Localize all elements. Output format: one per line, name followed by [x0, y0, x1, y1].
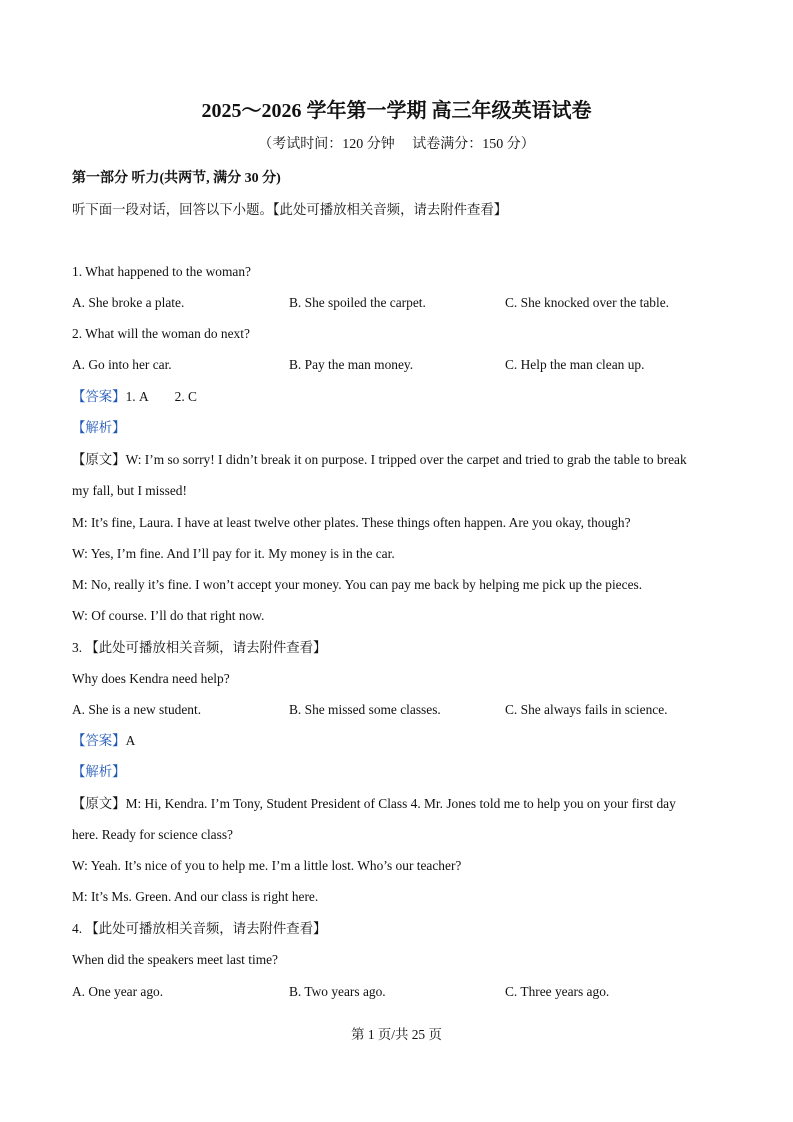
question-1-option-c: C. She knocked over the table.: [505, 295, 669, 310]
part-heading: 第一部分 听力(共两节, 满分 30 分): [72, 171, 281, 186]
answer-tag: 【答案】: [72, 389, 126, 404]
answer-text: 1. A 2. C: [125, 389, 197, 404]
analysis-tag: 【解析】: [72, 764, 126, 779]
question-4-option-a: A. One year ago.: [72, 984, 164, 999]
answer-text: A: [125, 733, 136, 748]
question-3-option-c: C. She always fails in science.: [505, 702, 668, 717]
transcript-1-line-5: M: No, really it’s fine. I won’t accept your money. You can pay me back by helping me pick up the pieces.: [72, 577, 643, 592]
transcript-1-line-6: W: Of course. I’ll do that right now.: [72, 608, 265, 623]
transcript-2-line-2: here. Ready for science class?: [72, 827, 233, 842]
question-4-stem: When did the speakers meet last time?: [72, 952, 278, 967]
answer-line-2: [72, 732, 135, 750]
transcript-1-line-2: my fall, but I missed!: [72, 483, 187, 498]
transcript-1-line-4: W: Yes, I’m fine. And I’ll pay for it. My money is in the car.: [72, 546, 395, 561]
transcript-2-line-3: W: Yeah. It’s nice of you to help me. I’m a little lost. Who’s our teacher?: [72, 858, 462, 873]
question-1-option-b: B. She spoiled the carpet.: [289, 295, 426, 310]
exam-title: 2025～2026 学年第一学期 高三年级英语试卷: [201, 100, 592, 122]
question-2-stem: 2. What will the woman do next?: [72, 326, 250, 341]
question-3-number: 3. 【此处可播放相关音频，请去附件查看】: [72, 640, 327, 655]
transcript-2-line-4: M: It’s Ms. Green. And our class is right here.: [72, 889, 319, 904]
analysis-tag: 【解析】: [72, 420, 126, 435]
question-2-option-c: C. Help the man clean up.: [505, 357, 645, 372]
transcript-text: W: I’m so sorry! I didn’t break it on purpose. I tripped over the carpet and tried to grab the table to break: [125, 452, 687, 467]
exam-subtitle: （考试时间：120 分钟 试卷满分：150 分）: [258, 137, 535, 152]
question-3-stem: Why does Kendra need help?: [72, 671, 230, 686]
question-1-option-a: A. She broke a plate.: [72, 295, 185, 310]
answer-line-1: [72, 388, 197, 406]
transcript-text: M: Hi, Kendra. I’m Tony, Student President of Class 4. Mr. Jones told me to help you on your first day: [125, 796, 676, 811]
question-2-option-a: A. Go into her car.: [72, 357, 172, 372]
page-footer: 第 1 页/共 25 页: [351, 1027, 442, 1042]
transcript-tag: 【原文】: [72, 796, 126, 811]
transcript-1-line-3: M: It’s fine, Laura. I have at least twelve other plates. These things often happen. Are you okay, though?: [72, 515, 631, 530]
answer-tag: 【答案】: [72, 733, 126, 748]
question-4-option-b: B. Two years ago.: [289, 984, 386, 999]
question-3-option-a: A. She is a new student.: [72, 702, 202, 717]
listening-instruction: 听下面一段对话，回答以下小题。【此处可播放相关音频，请去附件查看】: [72, 202, 508, 217]
question-1-stem: 1. What happened to the woman?: [72, 264, 251, 279]
question-2-option-b: B. Pay the man money.: [289, 357, 414, 372]
transcript-1-line-1: [72, 451, 687, 469]
question-3-option-b: B. She missed some classes.: [289, 702, 441, 717]
question-4-option-c: C. Three years ago.: [505, 984, 610, 999]
question-4-number: 4. 【此处可播放相关音频，请去附件查看】: [72, 921, 327, 936]
transcript-2-line-1: [72, 795, 676, 813]
transcript-tag: 【原文】: [72, 452, 126, 467]
